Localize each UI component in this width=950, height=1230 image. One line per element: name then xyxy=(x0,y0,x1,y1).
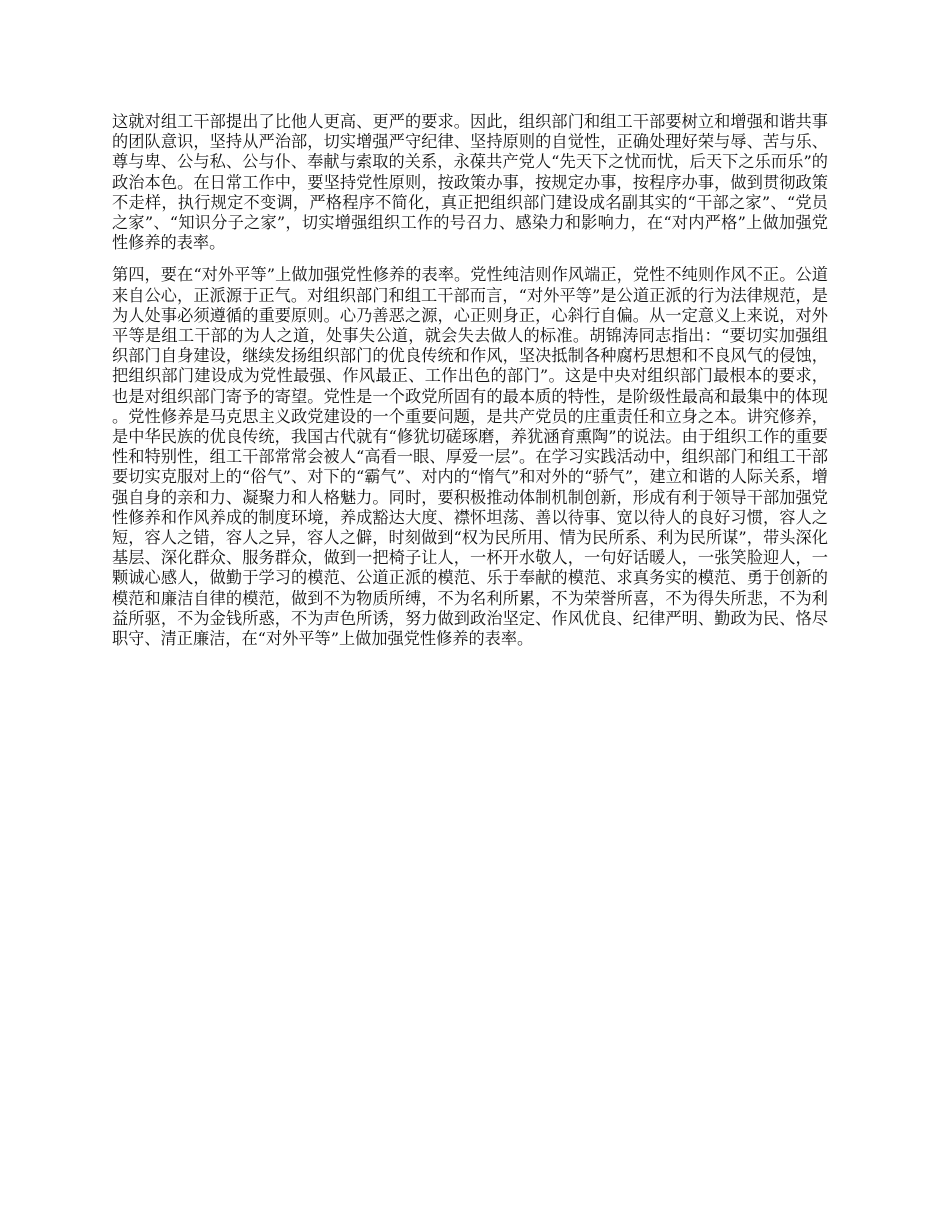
paragraph: 这就对组工干部提出了比他人更高、更严的要求。因此，组织部门和组工干部要树立和增强和谐共事的团队意识，坚持从严治部，切实增强严守纪律、坚持原则的自觉性，正确处理好荣与辱、苦与乐、尊与卑、公与私、公与仆、奉献与索取的关系，永葆共产党人“先天下之忧而忧，后天下之乐而乐”的政治本色。在日常工作中，要坚持党性原则，按政策办事，按规定办事，按程序办事，做到贯彻政策不走样，执行规定不变调，严格程序不简化，真正把组织部门建设成名副其实的“干部之家”、“党员之家”、“知识分子之家”，切实增强组织工作的号召力、感染力和影响力，在“对内严格”上做加强党性修养的表率。 xyxy=(112,112,828,253)
paragraph: 第四，要在“对外平等”上做加强党性修养的表率。党性纯洁则作风端正，党性不纯则作风不正。公道来自公心，正派源于正气。对组织部门和组工干部而言，“对外平等”是公道正派的行为法律规范，是为人处事必须遵循的重要原则。心乃善恶之源，心正则身正，心斜行自偏。从一定意义上来说，对外平等是组工干部的为人之道，处事失公道，就会失去做人的标准。胡锦涛同志指出：“要切实加强组织部门自身建设，继续发扬组织部门的优良传统和作风，坚决抵制各种腐朽思想和不良风气的侵蚀，把组织部门建设成为党性最强、作风最正、工作出色的部门”。这是中央对组织部门最根本的要求，也是对组织部门寄予的寄望。党性是一个政党所固有的最本质的特性，是阶级性最高和最集中的体现。党性修养是马克思主义政党建设的一个重要问题，是共产党员的庄重责任和立身之本。讲究修养，是中华民族的优良传统，我国古代就有“修犹切磋琢磨，养犹涵育熏陶”的说法。由于组织工作的重要性和特别性，组工干部常常会被人“高看一眼、厚爱一层”。在学习实践活动中，组织部门和组工干部要切实克服对上的“俗气”、对下的“霸气”、对内的“惰气”和对外的“骄气”，建立和谐的人际关系，增强自身的亲和力、凝聚力和人格魅力。同时，要积极推动体制机制创新，形成有利于领导干部加强党性修养和作风养成的制度环境，养成豁达大度、襟怀坦荡、善以待事、宽以待人的良好习惯，容人之短，容人之错，容人之异，容人之僻，时刻做到“权为民所用、情为民所系、利为民所谋”，带头深化基层、深化群众、服务群众，做到一把椅子让人，一杯开水敬人，一句好话暖人，一张笑脸迎人，一颗诚心感人，做勤于学习的模范、公道正派的模范、乐于奉献的模范、求真务实的模范、勇于创新的模范和廉洁自律的模范，做到不为物质所缚，不为名利所累，不为荣誉所喜，不为得失所悲，不为利益所驱，不为金钱所惑，不为声色所诱，努力做到政治坚定、作风优良、纪律严明、勤政为民、恪尽职守、清正廉洁，在“对外平等”上做加强党性修养的表率。 xyxy=(112,265,828,649)
document-body xyxy=(112,112,828,661)
